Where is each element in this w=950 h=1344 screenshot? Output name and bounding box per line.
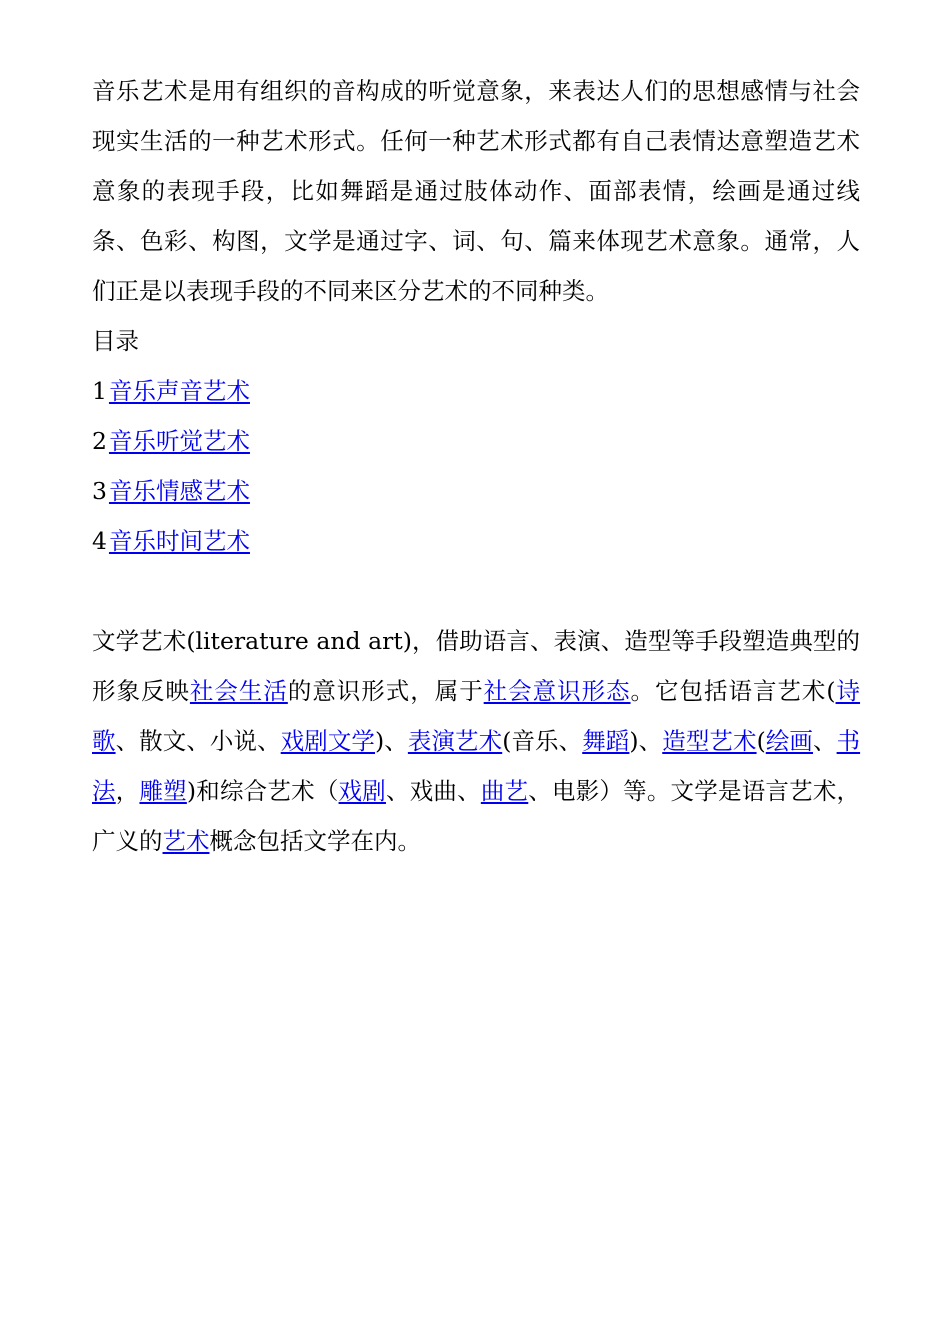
body-text: ， <box>115 777 140 805</box>
body-text: )和综合艺术（ <box>186 777 339 805</box>
document-page <box>92 66 860 866</box>
link-quyi[interactable]: 曲艺 <box>480 777 529 805</box>
toc-item-number: 4 <box>92 527 107 555</box>
link-social-life[interactable]: 社会生活 <box>189 677 288 705</box>
link-poetry[interactable]: 诗歌 <box>92 677 861 755</box>
link-sculpture[interactable]: 雕塑 <box>139 777 187 805</box>
toc-item <box>92 466 860 516</box>
link-dance[interactable]: 舞蹈 <box>582 727 630 755</box>
link-dramatic-literature[interactable]: 戏剧文学 <box>280 727 376 755</box>
link-drama[interactable]: 戏剧 <box>338 777 386 805</box>
body-text: )、 <box>629 727 663 755</box>
toc-item <box>92 416 860 466</box>
toc-item-number: 3 <box>92 477 107 505</box>
link-calligraphy[interactable]: 书法 <box>92 727 861 805</box>
toc-item-number: 2 <box>92 427 107 455</box>
intro-paragraph: 音乐艺术是用有组织的音构成的听觉意象，来表达人们的思想感情与社会现实生活的一种艺术形式。任何一种艺术形式都有自己表情达意塑造艺术意象的表现手段，比如舞蹈是通过肢体动作、面部表情，绘画是通过线条、色彩、构图，文学是通过字、词、句、篇来体现艺术意象。通常，人们正是以表现手段的不同来区分艺术的不同种类。 <box>92 77 860 305</box>
literature-paragraph <box>92 616 860 866</box>
body-text: 的意识形式，属于 <box>287 677 484 705</box>
toc-link-time-art[interactable]: 音乐时间艺术 <box>108 527 250 555</box>
body-text: 概念包括文学在内。 <box>209 827 421 855</box>
body-text: (音乐、 <box>502 727 583 755</box>
body-text: 文学艺术(literature and art)，借助语言、表演、造型等手段塑造典型的形象反映 <box>92 627 860 705</box>
body-text: 。它包括语言艺术( <box>630 677 836 705</box>
toc-item-number: 1 <box>92 377 107 405</box>
link-painting[interactable]: 绘画 <box>765 727 813 755</box>
toc-title: 目录 <box>92 327 139 355</box>
body-text: )、 <box>375 727 408 755</box>
toc-link-hearing-art[interactable]: 音乐听觉艺术 <box>108 427 250 455</box>
body-text: ( <box>756 727 766 755</box>
toc-item <box>92 366 860 416</box>
link-plastic-arts[interactable]: 造型艺术 <box>662 727 757 755</box>
body-text: 、戏曲、 <box>385 777 481 805</box>
body-text: 、 <box>813 727 837 755</box>
blank-line <box>92 566 860 616</box>
toc-item <box>92 516 860 566</box>
body-text: 、电影）等。文学是语言艺术，广义的 <box>92 777 861 855</box>
link-art[interactable]: 艺术 <box>162 827 210 855</box>
toc-link-sound-art[interactable]: 音乐声音艺术 <box>108 377 250 405</box>
toc-link-emotion-art[interactable]: 音乐情感艺术 <box>108 477 250 505</box>
link-performing-arts[interactable]: 表演艺术 <box>407 727 503 755</box>
link-social-ideology[interactable]: 社会意识形态 <box>483 677 631 705</box>
body-text: 、散文、小说、 <box>115 727 281 755</box>
